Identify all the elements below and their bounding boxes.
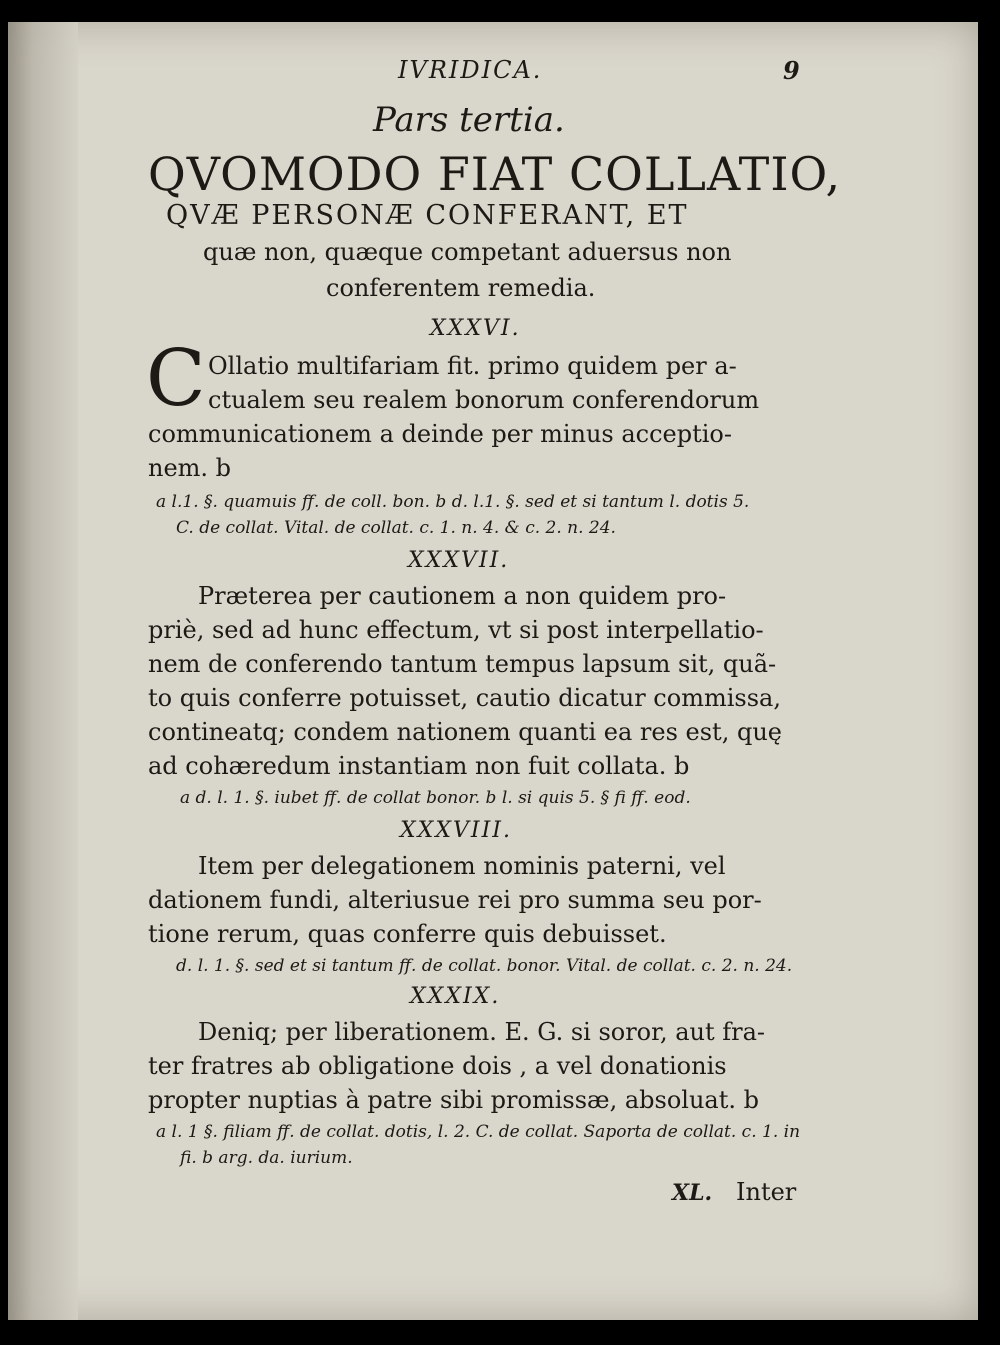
footnote: fi. b arg. da. iurium. [180, 1148, 353, 1168]
section-title-line-1: QVOMODO FIAT COLLATIO, [148, 147, 842, 201]
running-head: IVRIDICA. [398, 56, 543, 84]
footnote: C. de collat. Vital. de collat. c. 1. n. 4. & c. 2. n. 24. [176, 518, 616, 538]
book-page [8, 22, 978, 1320]
book-gutter [8, 22, 78, 1320]
footnote: d. l. 1. §. sed et si tantum ff. de collat. bonor. Vital. de collat. c. 2. n. 24. [176, 956, 793, 976]
paragraph-line: to quis conferre potuisset, cautio dicatur commissa, [148, 684, 781, 712]
paragraph-line: ctualem seu realem bonorum conferendorum [208, 386, 760, 414]
drop-capital: C [146, 334, 206, 424]
paragraph-line: priè, sed ad hunc effectum, vt si post interpellatio- [148, 616, 764, 644]
footnote: a l.1. §. quamuis ff. de coll. bon. b d. l.1. §. sed et si tantum l. dotis 5. [156, 492, 750, 512]
part-heading: Pars tertia. [373, 100, 565, 140]
footnote: a l. 1 §. filiam ff. de collat. dotis, l. 2. C. de collat. Saporta de collat. c. 1. in [156, 1122, 801, 1142]
paragraph-line: dationem fundi, alteriusue rei pro summa seu por- [148, 886, 762, 914]
paragraph-line: Ollatio multifariam fit. primo quidem per a- [208, 352, 737, 380]
page-number: 9 [783, 56, 800, 85]
catchword: Inter [736, 1178, 797, 1206]
section-title-line-4: conferentem remedia. [326, 274, 596, 302]
footnote: a d. l. 1. §. iubet ff. de collat bonor. b l. si quis 5. § fi ff. eod. [180, 788, 691, 808]
paragraph-numeral: XXXVII. [408, 548, 510, 573]
paragraph-line: nem. b [148, 454, 232, 482]
paragraph-line: tione rerum, quas conferre quis debuisset. [148, 920, 667, 948]
paragraph-line: ter fratres ab obligatione dois , a vel donationis [148, 1052, 727, 1080]
paragraph-line: Item per delegationem nominis paterni, vel [198, 852, 726, 880]
paragraph-line: communicationem a deinde per minus acceptio- [148, 420, 732, 448]
paragraph-numeral: XXXVI. [430, 316, 521, 341]
paragraph-line: contineatq; condem nationem quanti ea res est, quę [148, 718, 782, 746]
section-title-line-3: quæ non, quæque competant aduersus non [203, 238, 732, 266]
paragraph-line: propter nuptias à patre sibi promissæ, absoluat. b [148, 1086, 759, 1114]
section-title-line-2: QVÆ PERSONÆ CONFERANT, ET [166, 200, 689, 231]
paragraph-numeral: XXXIX. [410, 984, 501, 1009]
paragraph-line: nem de conferendo tantum tempus lapsum sit, quã- [148, 650, 777, 678]
paragraph-line: ad cohæredum instantiam non fuit collata. b [148, 752, 690, 780]
paragraph-numeral: XXXVIII. [400, 818, 512, 843]
catchword-numeral: XL. [672, 1180, 713, 1206]
paragraph-line: Deniq; per liberationem. E. G. si soror, aut fra- [198, 1018, 766, 1046]
paragraph-line: Præterea per cautionem a non quidem pro- [198, 582, 727, 610]
